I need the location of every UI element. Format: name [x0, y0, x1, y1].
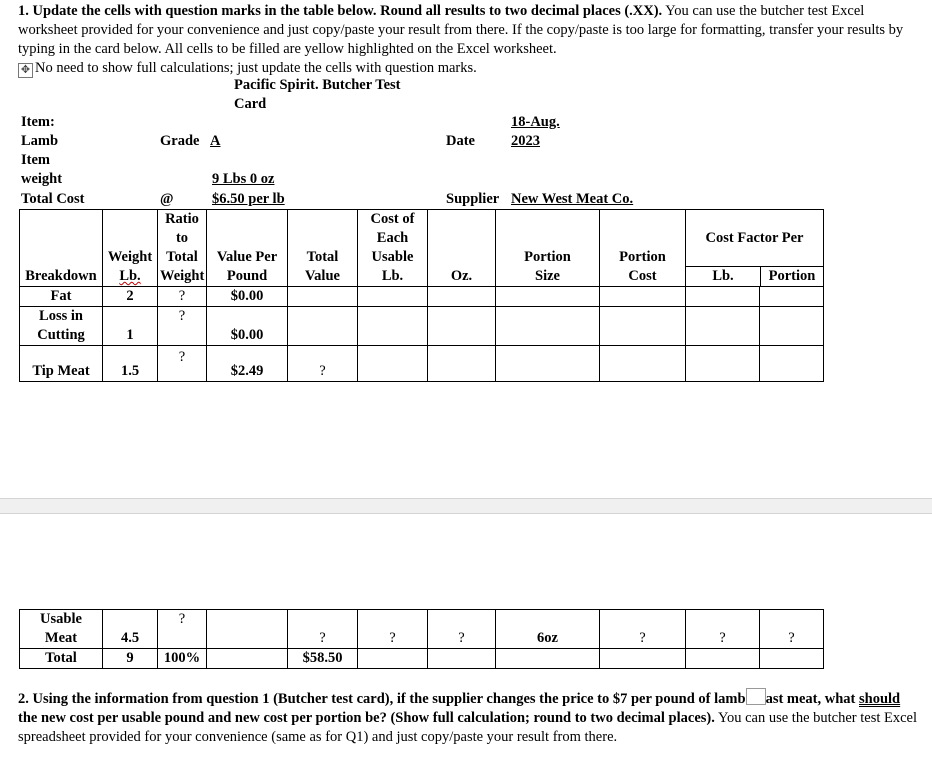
- header-cost-factor: Cost Factor Per Lb. Portion: [686, 210, 824, 287]
- page-break: [0, 498, 932, 514]
- table-row: [20, 346, 824, 382]
- row-fat-total: [288, 287, 358, 307]
- price-value: $6.50 per lb: [212, 191, 285, 207]
- date-label: Date: [446, 133, 475, 149]
- row-usable-value: [207, 610, 288, 649]
- table-row: [20, 610, 824, 649]
- table-row: [20, 649, 824, 669]
- question-1: [18, 2, 918, 78]
- row-tip-name: Tip Meat: [20, 346, 103, 382]
- row-usable-cf-portion[interactable]: ?: [760, 610, 824, 649]
- question-2-text: You can use the butcher test Excel spreadsheet provided for your convenience (same as for Q1) and just copy/paste your result from there.: [18, 710, 918, 745]
- row-usable-weight: 4.5: [103, 610, 158, 649]
- butcher-test-table-continued: [19, 609, 824, 669]
- row-tip-value: $2.49: [207, 346, 288, 382]
- header-cf-lb: Lb.: [686, 267, 761, 286]
- grade-value: A: [210, 133, 221, 149]
- total-cost-label: Total Cost: [21, 191, 85, 207]
- row-usable-name: Usable Meat: [20, 610, 103, 649]
- card-title-line1: Pacific Spirit. Butcher Test: [234, 77, 401, 93]
- card-title: [234, 76, 400, 114]
- question-2: [18, 688, 918, 747]
- row-total-ratio: 100%: [158, 649, 207, 669]
- item-weight-label-2: weight: [21, 171, 63, 187]
- table-move-handle-icon[interactable]: ✥: [18, 63, 33, 78]
- header-total-value: Total Value: [288, 210, 358, 287]
- row-usable-ratio[interactable]: ?: [158, 610, 207, 649]
- row-usable-portion-size: 6oz: [496, 610, 600, 649]
- row-loss-ratio[interactable]: ?: [158, 307, 207, 346]
- header-value-per-pound: Value Per Pound: [207, 210, 288, 287]
- question-1-text: You can use the butcher test Excel worksheet provided for your convenience and just copy/paste your result from there. If the copy/paste is too large for formatting, transfer your results by typing in the card below. All cells to be filled are yellow highlighted on the Excel worksheet.: [18, 3, 904, 57]
- header-portion-size: Portion Size: [496, 210, 600, 287]
- item-weight-label-1: Item: [21, 152, 50, 168]
- row-tip-ratio[interactable]: ?: [158, 346, 207, 382]
- question-2-bold-a: 2. Using the information from question 1 (Butcher test card), if the supplier changes the price to $7 per pound of lamb: [18, 691, 746, 707]
- item-weight-value: 9 Lbs 0 oz: [212, 171, 275, 187]
- butcher-test-table: [19, 209, 824, 382]
- question-2-bold-b: ast meat, what: [765, 691, 859, 707]
- table-row: [20, 287, 824, 307]
- row-fat-value: $0.00: [207, 287, 288, 307]
- supplier-value: New West Meat Co.: [511, 191, 634, 207]
- row-fat-weight: 2: [103, 287, 158, 307]
- date-line1: 18-Aug.: [511, 114, 560, 130]
- at-symbol: @: [160, 191, 174, 207]
- question-1-bold: 1. Update the cells with question marks in the table below. Round all results to two decimal places (.XX).: [18, 3, 663, 19]
- header-portion-cost: Portion Cost: [600, 210, 686, 287]
- header-cost-usable-lb: Cost of Each Usable Lb.: [358, 210, 428, 287]
- row-usable-oz[interactable]: ?: [428, 610, 496, 649]
- row-fat-ratio[interactable]: ?: [158, 287, 207, 307]
- row-loss-weight: 1: [103, 307, 158, 346]
- row-total-value: $58.50: [288, 649, 358, 669]
- header-ratio: Ratio to Total Weight: [158, 210, 207, 287]
- supplier-label: Supplier: [446, 191, 500, 207]
- text-cursor: [823, 345, 824, 364]
- header-oz: Oz.: [428, 210, 496, 287]
- row-fat-name: Fat: [20, 287, 103, 307]
- row-usable-portion-cost[interactable]: ?: [600, 610, 686, 649]
- row-tip-total[interactable]: ?: [288, 346, 358, 382]
- item-label: Item:: [21, 114, 55, 130]
- row-usable-cost[interactable]: ?: [358, 610, 428, 649]
- row-loss-total: [288, 307, 358, 346]
- date-line2: 2023: [511, 133, 540, 149]
- header-cf-portion: Portion: [768, 268, 816, 284]
- row-tip-weight: 1.5: [103, 346, 158, 382]
- row-total-name: Total: [20, 649, 103, 669]
- checkbox-icon[interactable]: [746, 688, 766, 705]
- table-row: [20, 307, 824, 346]
- header-breakdown: Breakdown: [20, 210, 103, 287]
- row-usable-cf-lb[interactable]: ?: [686, 610, 760, 649]
- row-loss-name: Loss in Cutting: [20, 307, 103, 346]
- row-total-weight: 9: [103, 649, 158, 669]
- row-usable-total[interactable]: ?: [288, 610, 358, 649]
- row-loss-value: $0.00: [207, 307, 288, 346]
- card-title-line2: Card: [234, 96, 267, 112]
- grade-label: Grade: [160, 133, 200, 149]
- item-value: Lamb: [21, 133, 59, 149]
- header-weight: Weight Lb.: [103, 210, 158, 287]
- question-2-should: should: [859, 691, 901, 707]
- question-2-bold-c: the new cost per usable pound and new cost per portion be? (Show full calculation; round to two decimal places).: [18, 710, 715, 726]
- question-1-note: No need to show full calculations; just update the cells with question marks.: [35, 60, 477, 76]
